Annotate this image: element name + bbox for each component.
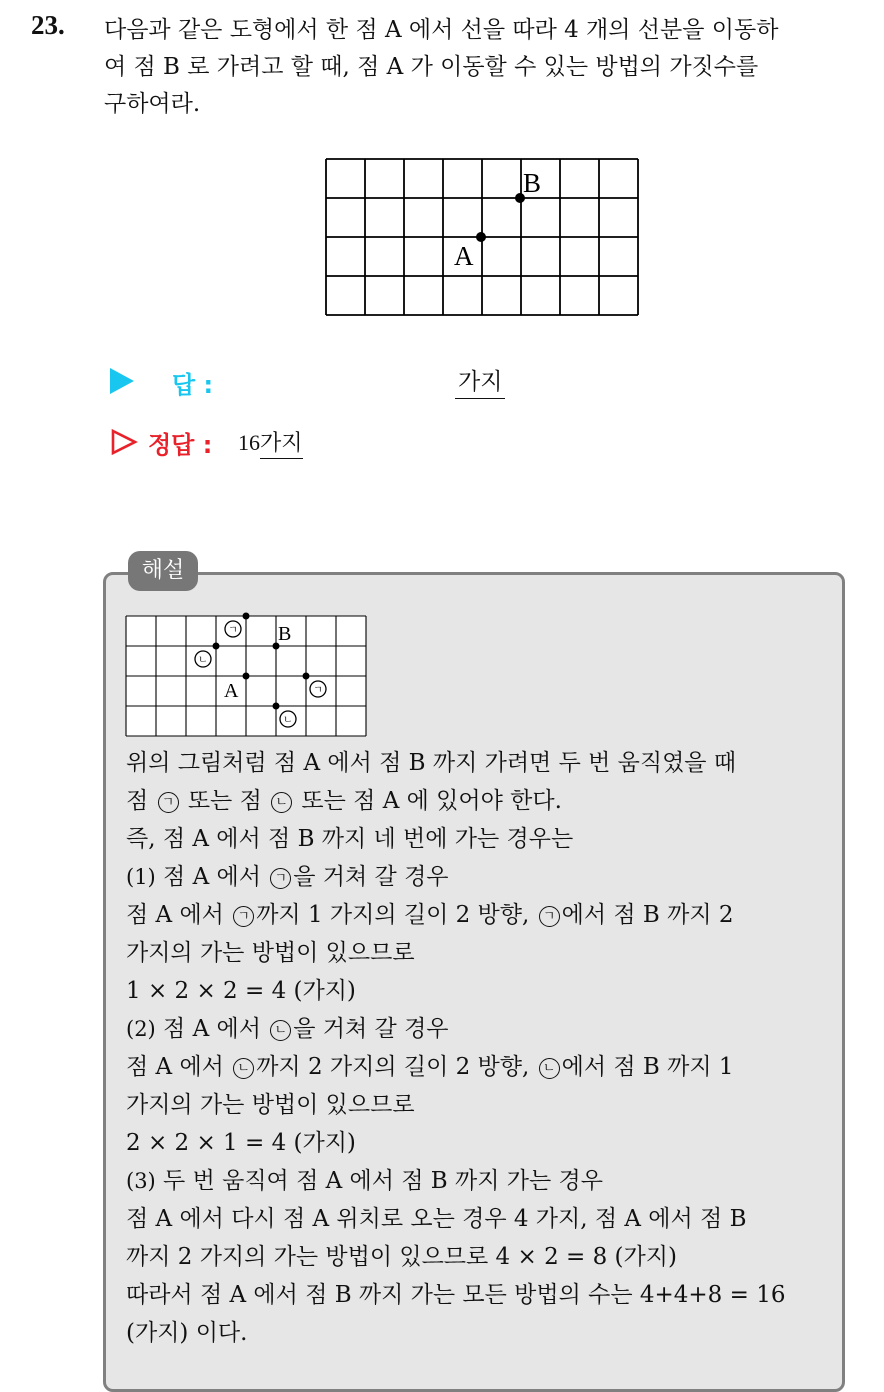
question-text <box>104 12 864 123</box>
point-a-label: A <box>454 241 474 271</box>
circled-giyeok-right <box>310 681 326 697</box>
circled-letter: ㄱ <box>158 792 179 813</box>
solution-line <box>126 820 831 858</box>
point-b-label-small: B <box>278 623 292 645</box>
answer-key-label: 정답 : <box>148 431 213 459</box>
mark-giyeok: ㄱ <box>228 625 238 636</box>
case-number: (3) <box>126 1169 156 1193</box>
solution-text-span: 2 × 2 × 1 = 4 (가지) <box>126 1130 356 1156</box>
case-number: (1) <box>126 865 156 889</box>
mark-nieun: ㄴ <box>283 715 293 726</box>
solution-text-span: 점 A 에서 <box>126 902 232 928</box>
solution-text-span: 을 거쳐 갈 경우 <box>293 864 449 890</box>
solution-line <box>126 896 831 934</box>
circled-letter: ㄱ <box>233 906 254 927</box>
solution-text-span: 또는 점 A 에 있어야 한다. <box>294 788 562 814</box>
solution-text-span: 점 A 에서 <box>126 1054 232 1080</box>
solution-line <box>126 972 831 1010</box>
answer-key-value <box>238 426 303 457</box>
circled-giyeok-top <box>225 621 241 637</box>
solution-text-span: 따라서 점 A 에서 점 B 까지 가는 모든 방법의 수는 4+4+8 = 16 <box>126 1282 786 1308</box>
solution-text-span: (가지) 이다. <box>126 1320 248 1346</box>
solution-line <box>126 1010 831 1048</box>
solution-line <box>126 858 831 896</box>
dot-top <box>243 613 250 620</box>
solution-line <box>126 1086 831 1124</box>
solution-line <box>126 1238 831 1276</box>
dot-bottom <box>273 703 280 710</box>
mark-nieun: ㄴ <box>198 655 208 666</box>
answer-key-row <box>110 425 530 465</box>
play-outline-icon <box>110 428 138 456</box>
answer-key-number: 16 <box>238 430 260 455</box>
solution-line <box>126 934 831 972</box>
circled-letter: ㄴ <box>271 792 292 813</box>
solution-line <box>126 782 831 820</box>
solution-text-span: 두 번 움직여 점 A 에서 점 B 까지 가는 경우 <box>155 1168 603 1194</box>
question-line: 구하여라. <box>104 91 201 117</box>
solution-tab: 해설 <box>128 551 198 591</box>
answer-row <box>110 363 530 399</box>
play-triangle-icon <box>110 368 134 394</box>
solution-text-span: 에서 점 B 까지 2 <box>561 902 734 928</box>
solution-text-span: 위의 그림처럼 점 A 에서 점 B 까지 가려면 두 번 움직였을 때 <box>126 750 737 776</box>
point-a-dot-small <box>243 673 250 680</box>
mark-giyeok: ㄱ <box>313 685 323 696</box>
solution-line <box>126 1276 831 1314</box>
solution-text-span: 까지 1 가지의 길이 2 방향, <box>256 902 537 928</box>
solution-text-span: 점 A 에서 <box>155 864 269 890</box>
question-line: 여 점 B 로 가려고 할 때, 점 A 가 이동할 수 있는 방법의 가짓수를 <box>104 54 759 80</box>
solution-text-span: 1 × 2 × 2 = 4 (가지) <box>126 978 356 1004</box>
solution-line <box>126 744 831 782</box>
solution-text-span: 또는 점 <box>180 788 270 814</box>
answer-key-unit: 가지 <box>260 431 303 459</box>
circled-nieun-left <box>195 651 211 667</box>
circled-letter: ㄴ <box>539 1058 560 1079</box>
grid-figure <box>324 158 640 320</box>
point-a-label-small: A <box>224 680 239 702</box>
solution-line <box>126 1162 831 1200</box>
solution-line <box>126 1048 831 1086</box>
answer-unit: 가지 <box>455 363 505 399</box>
question-line: 다음과 같은 도형에서 한 점 A 에서 선을 따라 4 개의 선분을 이동하 <box>104 17 779 43</box>
solution-text <box>126 744 831 1352</box>
solution-text-span: 까지 2 가지의 길이 2 방향, <box>256 1054 537 1080</box>
solution-text-span: 점 A 에서 <box>155 1016 269 1042</box>
solution-text-span: 을 거쳐 갈 경우 <box>293 1016 449 1042</box>
solution-text-span: 가지의 가는 방법이 있으므로 <box>126 1092 415 1118</box>
solution-line <box>126 1314 831 1352</box>
answer-label: 답 : <box>172 371 214 399</box>
solution-text-span: 점 <box>126 788 156 814</box>
solution-text-span: 까지 2 가지의 가는 방법이 있으므로 4 × 2 = 8 (가지) <box>126 1244 677 1270</box>
circled-letter: ㄱ <box>270 868 291 889</box>
solution-text-span: 즉, 점 A 에서 점 B 까지 네 번에 가는 경우는 <box>126 826 574 852</box>
point-a-dot <box>476 232 486 242</box>
circled-letter: ㄴ <box>270 1020 291 1041</box>
dot-left <box>213 643 220 650</box>
solution-line <box>126 1200 831 1238</box>
circled-letter: ㄴ <box>233 1058 254 1079</box>
solution-text-span: 점 A 에서 다시 점 A 위치로 오는 경우 4 가지, 점 A 에서 점 B <box>126 1206 747 1232</box>
solution-grid-figure <box>124 612 369 738</box>
solution-text-span: 에서 점 B 까지 1 <box>561 1054 734 1080</box>
point-b-label: B <box>523 168 542 198</box>
circled-nieun-bottom <box>280 711 296 727</box>
case-number: (2) <box>126 1017 156 1041</box>
dot-right <box>303 673 310 680</box>
question-number: 23. <box>31 10 65 40</box>
circled-letter: ㄱ <box>539 906 560 927</box>
solution-line <box>126 1124 831 1162</box>
solution-text-span: 가지의 가는 방법이 있으므로 <box>126 940 415 966</box>
